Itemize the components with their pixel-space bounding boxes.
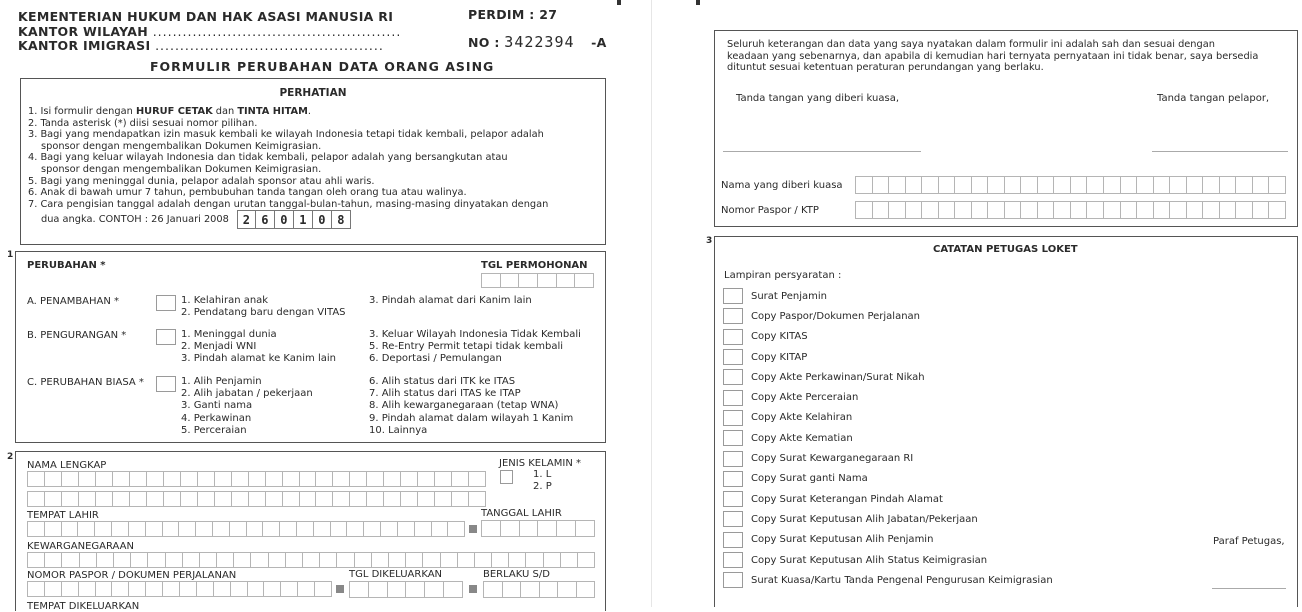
attachment-label: Copy Akte Kelahiran: [751, 412, 853, 424]
option-item: 3. Pindah alamat dari Kanim lain: [369, 295, 532, 306]
reduction-options-right: [369, 329, 581, 365]
registration-mark: [336, 585, 344, 593]
option-item: 6. Deportasi / Pemulangan: [369, 353, 502, 364]
passport-number-label: NOMOR PASPOR / DOKUMEN PERJALANAN: [27, 570, 237, 581]
full-name-label: NAMA LENGKAP: [27, 460, 107, 471]
crop-mark: [696, 0, 700, 5]
passport-ktp-input[interactable]: [855, 201, 1286, 219]
passport-ktp-label: Nomor Paspor / KTP: [721, 205, 819, 216]
notice-item-7b-text: dua angka. CONTOH : 26 Januari 2008: [41, 214, 229, 226]
form-number-label: NO :: [468, 35, 500, 50]
attachment-item: [723, 570, 1053, 590]
regional-office-dots: ..................................................: [152, 24, 402, 39]
option-item: 5. Perceraian: [181, 424, 247, 436]
attachment-checkbox[interactable]: [723, 451, 743, 467]
reporter-signature-label: Tanda tangan pelapor,: [1157, 93, 1270, 104]
proxy-name-input[interactable]: [855, 176, 1286, 194]
attachment-item: [723, 387, 1053, 407]
issue-date-input[interactable]: [349, 581, 463, 598]
attachment-checkbox[interactable]: [723, 511, 743, 527]
notice-list: [28, 106, 605, 229]
reduction-options: [181, 329, 336, 365]
option-item: 1. Kelahiran anak: [181, 295, 269, 306]
option-item: 3. Pindah alamat ke Kanim lain: [181, 353, 336, 364]
attachment-label: Copy Akte Perceraian: [751, 392, 859, 404]
gender-option-p: 2. P: [533, 481, 552, 492]
attachment-label: Copy Surat Keputusan Alih Penjamin: [751, 534, 934, 546]
attachment-checkbox[interactable]: [723, 572, 743, 588]
proxy-signature-label: Tanda tangan yang diberi kuasa,: [736, 93, 900, 104]
option-item: 4. Perkawinan: [181, 412, 252, 424]
attachment-item: [723, 347, 1053, 367]
attachment-label: Copy Akte Kematian: [751, 432, 853, 444]
notice-item-7b: [28, 210, 605, 229]
attachment-item: [723, 327, 1053, 347]
attachments-list: [723, 286, 1053, 590]
form-number: [468, 35, 607, 50]
gender-option-l: 1. L: [533, 469, 552, 480]
attachment-checkbox[interactable]: [723, 430, 743, 446]
attachment-item: [723, 550, 1053, 570]
notice-item-3b: sponsor dengan mengembalikan Dokumen Keimigrasian.: [41, 140, 322, 152]
example-date-boxes: [237, 210, 351, 229]
full-name-input-row-1[interactable]: [27, 471, 486, 487]
citizenship-input[interactable]: [27, 552, 595, 568]
notice-item-2: 2. Tanda asterisk (*) diisi sesuai nomor pilihan.: [28, 117, 258, 129]
option-item: 5. Re-Entry Permit tetapi tidak kembali: [369, 341, 564, 352]
crop-mark: [617, 0, 621, 5]
form-title: FORMULIR PERUBAHAN DATA ORANG ASING: [150, 59, 495, 74]
notice-item-5: 5. Bagi yang meninggal dunia, pelapor adalah sponsor atau ahli waris.: [28, 175, 375, 187]
attachment-label: Surat Penjamin: [751, 290, 827, 302]
attachment-checkbox[interactable]: [723, 329, 743, 345]
attachment-checkbox[interactable]: [723, 552, 743, 568]
section-1-number: 1: [7, 250, 14, 260]
notice-item-4: 4. Bagi yang keluar wilayah Indonesia dan tidak kembali, pelapor adalah yang bersangkutan atau: [28, 152, 508, 164]
example-digit: 1: [294, 210, 313, 229]
option-item: 7. Alih status dari ITAS ke ITAP: [369, 388, 521, 400]
form-number-value: 3422394: [504, 33, 575, 51]
birthplace-input[interactable]: [27, 521, 465, 537]
officer-initial-line[interactable]: [1212, 588, 1286, 589]
passport-number-input[interactable]: [27, 581, 332, 597]
full-name-input-row-2[interactable]: [27, 491, 486, 507]
reporter-signature-line[interactable]: [1152, 151, 1288, 152]
attachment-checkbox[interactable]: [723, 491, 743, 507]
perdim-label: PERDIM : 27: [468, 7, 558, 22]
option-item: 3. Keluar Wilayah Indonesia Tidak Kembali: [369, 329, 581, 340]
attachment-checkbox[interactable]: [723, 369, 743, 385]
proxy-name-label: Nama yang diberi kuasa: [721, 180, 843, 191]
attachment-label: Copy Surat Kewarganegaraan RI: [751, 453, 914, 465]
immigration-office-dots: ..............................................: [155, 38, 384, 53]
declaration-line: Seluruh keterangan dan data yang saya nyatakan dalam formulir ini adalah sah dan sesuai dengan: [727, 39, 1215, 50]
attachment-item: [723, 286, 1053, 306]
attachment-label: Copy Surat Keterangan Pindah Alamat: [751, 493, 943, 505]
option-item: 10. Lainnya: [369, 424, 428, 436]
attachment-label: Copy Akte Perkawinan/Surat Nikah: [751, 371, 925, 383]
gender-checkbox[interactable]: [500, 470, 513, 484]
section-1-title: PERUBAHAN *: [27, 260, 106, 271]
option-item: 3. Ganti nama: [181, 400, 253, 412]
notice-title: PERHATIAN: [279, 87, 347, 99]
registration-mark: [469, 525, 477, 533]
attachment-label: Copy Surat Keputusan Alih Jabatan/Pekerjaan: [751, 513, 978, 525]
page-gutter: [651, 0, 652, 607]
notice-item-4b: sponsor dengan mengembalikan Dokumen Keimigrasian.: [41, 163, 322, 175]
attachment-label: Copy KITAS: [751, 331, 808, 343]
valid-until-label: BERLAKU S/D: [483, 569, 550, 580]
notice-box: [20, 78, 606, 245]
option-item: 9. Pindah alamat dalam wilayah 1 Kanim: [369, 412, 574, 424]
notice-item-7: 7. Cara pengisian tanggal adalah dengan urutan tanggal-bulan-tahun, masing-masing dinyatakan dengan: [28, 198, 549, 210]
attachment-item: [723, 428, 1053, 448]
option-item: 6. Alih status dari ITK ke ITAS: [369, 376, 516, 387]
issue-date-label: TGL DIKELUARKAN: [349, 569, 443, 580]
gender-options: [533, 469, 552, 493]
immigration-office-label: [18, 39, 384, 53]
regular-change-checkbox[interactable]: [156, 376, 176, 392]
attachment-checkbox[interactable]: [723, 390, 743, 406]
attachment-item: [723, 509, 1053, 529]
regional-office-label: [18, 25, 401, 39]
declaration-text: [727, 39, 1258, 74]
option-item: 8. Alih kewarganegaraan (tetap WNA): [369, 400, 559, 412]
example-digit: 2: [237, 210, 256, 229]
attachment-item: [723, 489, 1053, 509]
addition-options: [181, 295, 346, 319]
attachment-checkbox[interactable]: [723, 308, 743, 324]
attachment-item: [723, 306, 1053, 326]
attachment-item: [723, 367, 1053, 387]
valid-until-input[interactable]: [483, 581, 595, 598]
addition-options-right: [369, 295, 532, 307]
citizenship-label: KEWARGANEGARAAN: [27, 541, 134, 552]
option-item: 1. Meninggal dunia: [181, 329, 277, 340]
example-digit: 8: [332, 210, 351, 229]
example-digit: 0: [275, 210, 294, 229]
attachment-checkbox[interactable]: [723, 349, 743, 365]
reduction-checkbox[interactable]: [156, 329, 176, 345]
attachment-item: [723, 448, 1053, 468]
attachment-item: [723, 408, 1053, 428]
attachment-checkbox[interactable]: [723, 532, 743, 548]
declaration-line: dituntut sesuai ketentuan peraturan perundangan yang berlaku.: [727, 62, 1044, 74]
option-item: 2. Pendatang baru dengan VITAS: [181, 307, 346, 318]
reduction-label: B. PENGURANGAN *: [27, 330, 127, 341]
gender-label: JENIS KELAMIN *: [499, 458, 581, 469]
immigration-office-text: KANTOR IMIGRASI: [18, 38, 151, 53]
application-date-label: TGL PERMOHONAN: [481, 260, 588, 271]
birthdate-input[interactable]: [481, 520, 595, 537]
form-number-suffix: -A: [591, 35, 607, 50]
ministry-heading: KEMENTERIAN HUKUM DAN HAK ASASI MANUSIA RI: [18, 9, 394, 24]
attachment-checkbox[interactable]: [723, 471, 743, 487]
regular-change-options: [181, 376, 313, 437]
declaration-line: keadaan yang sebenarnya, dan apabila di kemudian hari ternyata pernyataan ini tidak benar, saya bersedia: [727, 50, 1259, 62]
issue-place-label: TEMPAT DIKELUARKAN: [27, 601, 140, 612]
addition-checkbox[interactable]: [156, 295, 176, 311]
option-item: 2. Alih jabatan / pekerjaan: [181, 388, 313, 400]
attachments-label: Lampiran persyaratan :: [724, 270, 842, 281]
notice-item-3: 3. Bagi yang mendapatkan izin masuk kembali ke wilayah Indonesia tetapi tidak kembali, pelapor adalah: [28, 129, 544, 141]
regional-office-text: KANTOR WILAYAH: [18, 24, 149, 39]
attachment-label: Copy Surat ganti Nama: [751, 473, 868, 485]
notice-item-6: 6. Anak di bawah umur 7 tahun, pembubuhan tanda tangan oleh orang tua atau walinya.: [28, 187, 467, 199]
regular-change-label: C. PERUBAHAN BIASA *: [27, 377, 144, 388]
addition-label: A. PENAMBAHAN *: [27, 296, 120, 307]
regular-change-options-right: [369, 376, 573, 437]
attachment-label: Surat Kuasa/Kartu Tanda Pengenal Pengurusan Keimigrasian: [751, 574, 1053, 586]
attachment-label: Copy KITAP: [751, 351, 808, 363]
application-date-input[interactable]: [481, 273, 594, 288]
birthplace-label: TEMPAT LAHIR: [27, 510, 99, 521]
birthdate-label: TANGGAL LAHIR: [481, 508, 562, 519]
officer-initial-label: Paraf Petugas,: [1213, 536, 1285, 547]
example-digit: 6: [256, 210, 275, 229]
section-2-number: 2: [7, 452, 14, 462]
attachment-label: Copy Paspor/Dokumen Perjalanan: [751, 310, 921, 322]
option-item: 2. Menjadi WNI: [181, 341, 257, 352]
attachment-checkbox[interactable]: [723, 410, 743, 426]
attachment-checkbox[interactable]: [723, 288, 743, 304]
section-3-number: 3: [706, 236, 713, 246]
proxy-signature-line[interactable]: [723, 151, 921, 152]
attachment-item: [723, 530, 1053, 550]
officer-notes-title: CATATAN PETUGAS LOKET: [933, 244, 1078, 255]
option-item: 1. Alih Penjamin: [181, 376, 262, 387]
attachment-item: [723, 469, 1053, 489]
attachment-label: Copy Surat Keputusan Alih Status Keimigrasian: [751, 554, 988, 566]
registration-mark: [469, 585, 477, 593]
notice-item-1: 1. Isi formulir dengan HURUF CETAK dan TINTA HITAM.: [28, 106, 312, 117]
example-digit: 0: [313, 210, 332, 229]
